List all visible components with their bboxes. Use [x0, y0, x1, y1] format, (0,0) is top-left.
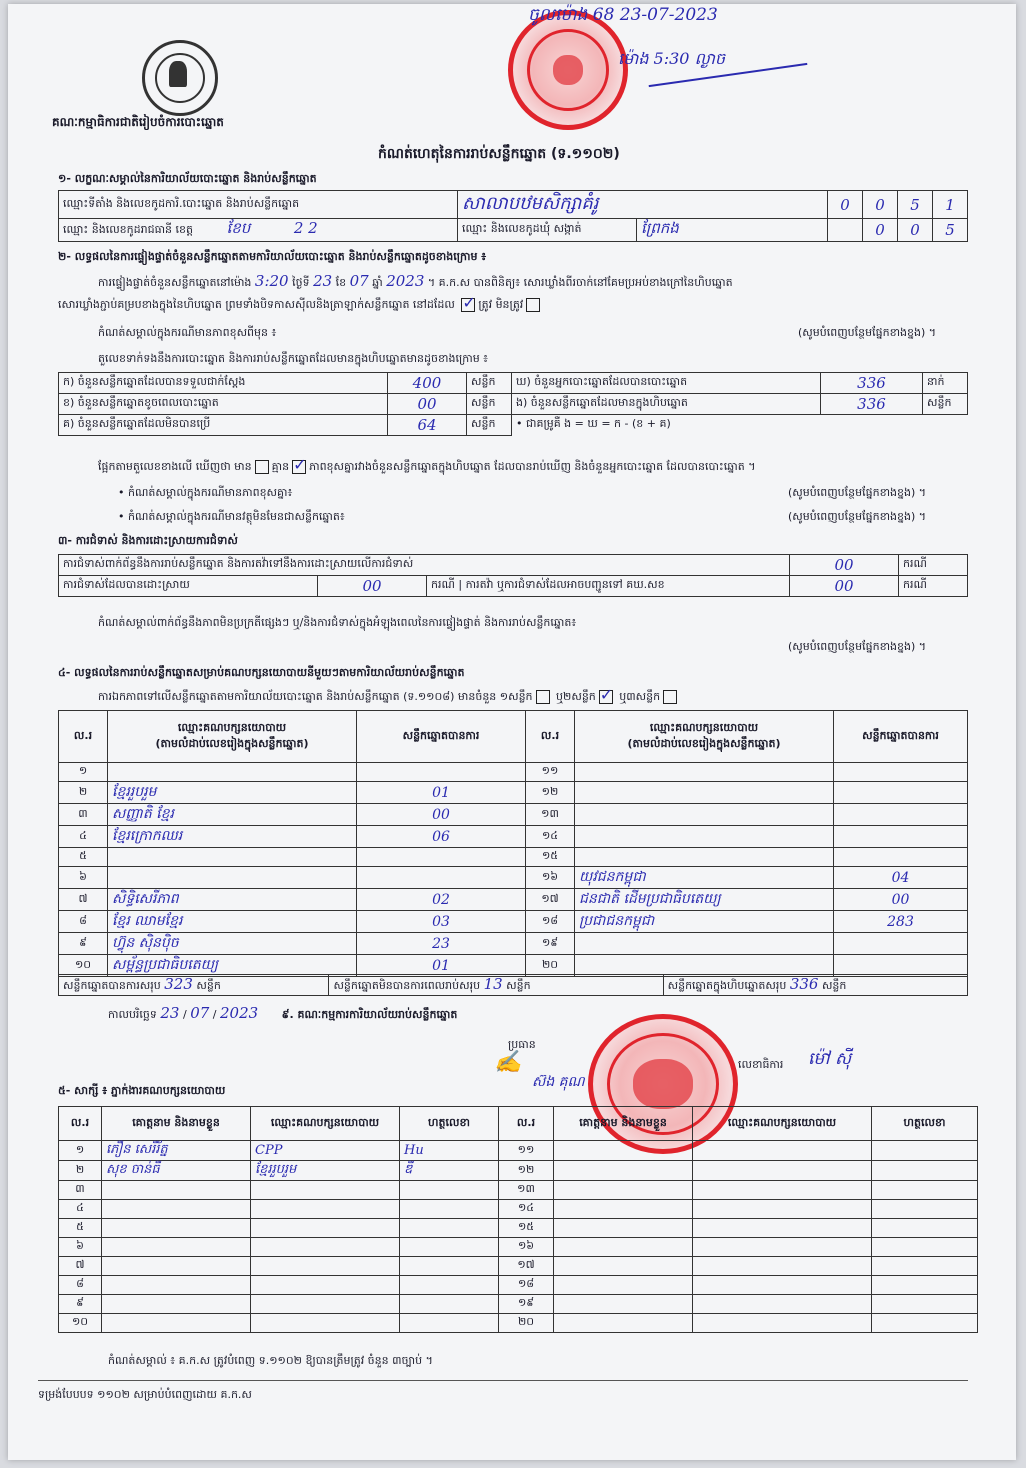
witness-signature [400, 1276, 499, 1295]
witness-party [693, 1238, 872, 1257]
table-row [59, 1238, 978, 1257]
witness-signature [872, 1314, 978, 1333]
row-number: ១១ [499, 1141, 554, 1161]
party-name: ខ្មែរ ឈាមខ្មែរ [108, 911, 357, 933]
section-1-table [58, 190, 968, 242]
table-row [59, 848, 968, 867]
witness-party [693, 1295, 872, 1314]
witness-signature [400, 1295, 499, 1314]
section-2-title: ២- លទ្ធផលនៃការផ្ទៀងផ្ទាត់ចំនួនសន្លឹកឆ្នោតតាមការិយាល័យបោះឆ្នោត និងរាប់សន្លឹកឆ្នោតដូចខាងក្រោម ៖ [58, 250, 487, 263]
witness-signature [400, 1314, 499, 1333]
party-name [575, 804, 834, 826]
party-name [575, 782, 834, 804]
witness-name: សុខ ចាន់ធី [102, 1161, 251, 1181]
witness-party: ខ្មែររួបរួម [251, 1161, 400, 1181]
section-5-note: កំណត់សម្គាល់ ៖ គ.ក.ស ត្រូវបំពេញ ទ.១១០២ ឱ្យបានត្រឹមត្រូវ ចំនួន ៣ច្បាប់ ។ [108, 1354, 433, 1367]
witness-party [693, 1219, 872, 1238]
witness-signature [872, 1181, 978, 1200]
witness-name [554, 1257, 693, 1276]
party-name: សញ្ញាតិ ខ្មែរ [108, 804, 357, 826]
row-number: ១៥ [499, 1219, 554, 1238]
verification-line: ការផ្ទៀងផ្ទាត់ចំនួនសន្លឹកឆ្នោតនៅម៉ោង 3:20 ថ្ងៃទី 23 ខែ 07 ឆ្នាំ 2023 ។ គ.ក.ស បានពិនិត្យ៖ សោរឃ្លាំងពីរចាក់នៅគែមប្រអប់ខាងក្រៅនៃហិបឆ្នោត [98, 272, 733, 290]
witness-signature [872, 1219, 978, 1238]
row-number: ២ [59, 782, 108, 804]
row-number: ១០ [59, 1314, 102, 1333]
chair-label: ប្រធាន [508, 1038, 536, 1051]
party-votes: 00 [834, 889, 968, 911]
date-year: 2023 [219, 1004, 259, 1022]
witness-signature [872, 1238, 978, 1257]
unused-ballots: 64 [388, 415, 467, 436]
witness-signature [400, 1181, 499, 1200]
table-row [59, 1161, 978, 1181]
party-name: ខ្មែរក្រោកឈរ [108, 826, 357, 848]
party-name [575, 826, 834, 848]
province-code: 2 2 [293, 219, 318, 237]
party-votes: 04 [834, 867, 968, 889]
witness-party [251, 1219, 400, 1238]
row-number: ៩ [59, 1295, 102, 1314]
province-label: ឈ្មោះ និងលេខកូដរាជធានី ខេត្ត [63, 223, 193, 236]
witness-name [102, 1276, 251, 1295]
row-number: ១៩ [526, 933, 575, 955]
resolved-count: 00 [318, 576, 427, 597]
party-votes [357, 867, 526, 889]
party-votes: 02 [357, 889, 526, 911]
party-votes: 01 [357, 955, 526, 977]
row-number: ១០ [59, 955, 108, 977]
bullet-note-1: • កំណត់សម្គាល់ក្នុងករណីមានភាពខុសគ្នា៖ [118, 486, 293, 499]
verify-time: 3:20 [254, 272, 289, 290]
witness-party [693, 1276, 872, 1295]
total-valid: 323 [164, 975, 193, 993]
commune-code-3: 5 [933, 219, 968, 242]
witness-name [554, 1314, 693, 1333]
party-name: ខ្មែររួបរួម [108, 782, 357, 804]
row-number: ៧ [59, 1257, 102, 1276]
row-number: ៥ [59, 1219, 102, 1238]
witness-signature [872, 1295, 978, 1314]
party-name [575, 933, 834, 955]
commune-value: ព្រែកង [637, 219, 828, 242]
row-number: ១៤ [499, 1200, 554, 1219]
totals-table: សន្លឹកឆ្នោតបានការសរុប 323 សន្លឹក សន្លឹកឆ្នោតមិនបានការពេលរាប់សរុប 13 សន្លឹក សន្លឹកឆ្នោតក្នុងហិបឆ្នោតសរុប 336 សន្លឹក [58, 974, 968, 996]
fill-hint-1: (សូមបំពេញបន្ថែមផ្នែកខាងខ្នង) ។ [798, 326, 937, 339]
commune-label: ឈ្មោះ និងលេខកូដឃុំ សង្កាត់ [458, 219, 637, 242]
table-row [59, 911, 968, 933]
row-number: ១៨ [499, 1276, 554, 1295]
row-number: ១៤ [526, 826, 575, 848]
party-votes [834, 782, 968, 804]
party-votes: 00 [357, 804, 526, 826]
party-votes [834, 848, 968, 867]
table-row [59, 889, 968, 911]
total-in-box: 336 [789, 975, 819, 993]
discrepancy-line: ផ្អែកតាមតួលេខខាងលើ ឃើញថា មាន គ្មាន✓ ភាពខុសគ្នារវាងចំនួនសន្លឹកឆ្នោតក្នុងហិបឆ្នោត ដែលបានរាប់ឃើញ និងចំនួនអ្នកបោះឆ្នោត ដែលបានបោះឆ្នោត ។ [98, 460, 755, 476]
witness-party [251, 1295, 400, 1314]
secretary-label: លេខាធិការ [738, 1058, 784, 1071]
row-number: ៣ [59, 1181, 102, 1200]
complaints-count: 00 [790, 555, 899, 576]
date-day: 23 [160, 1004, 180, 1022]
row-number: ១៣ [526, 804, 575, 826]
witness-party [693, 1181, 872, 1200]
row-number: ៤ [59, 826, 108, 848]
table-row [59, 1141, 978, 1161]
national-emblem-icon [142, 40, 218, 116]
station-code-4: 1 [933, 191, 968, 219]
witness-party [251, 1200, 400, 1219]
witness-party: CPP [251, 1141, 400, 1161]
seal-line: សោរឃ្លាំងភ្ជាប់គម្របខាងក្នុងនៃហិបឆ្នោត ព្រមទាំងបិទកាសស៊ីលនិងត្រាឡាក់សន្លឹកឆ្នោត នៅដដែល ✓ ត្រូវ មិនត្រូវ [58, 298, 543, 314]
party-name: យុវជនកម្ពុជា [575, 867, 834, 889]
witness-party [693, 1200, 872, 1219]
witness-signature [872, 1276, 978, 1295]
row-number: ១២ [499, 1161, 554, 1181]
station-code-3: 5 [898, 191, 933, 219]
witness-name [554, 1276, 693, 1295]
table-row [59, 804, 968, 826]
spoiled-ballots: 00 [388, 394, 467, 415]
row-number: ១៦ [526, 867, 575, 889]
row-number: ១៥ [526, 848, 575, 867]
witness-party [251, 1238, 400, 1257]
received-handwriting: ចូលម៉ោង 68 23-07-2023 [528, 5, 718, 25]
table-row [59, 1257, 978, 1276]
witness-signature: Hu [400, 1141, 499, 1161]
witness-signature [872, 1257, 978, 1276]
party-votes: 03 [357, 911, 526, 933]
one-sheet-checkbox[interactable] [536, 690, 550, 704]
chair-signature: ✍ [494, 1050, 522, 1075]
table-row [59, 933, 968, 955]
province-value: ខែប [226, 219, 251, 237]
witness-signature [872, 1141, 978, 1161]
row-number: ៩ [59, 933, 108, 955]
section-3-title: ៣- ការជំទាស់ និងការដោះស្រាយការជំទាស់ [58, 534, 238, 547]
witness-name [102, 1219, 251, 1238]
table-row [59, 826, 968, 848]
row-number: ១៩ [499, 1295, 554, 1314]
party-votes [834, 804, 968, 826]
verify-month: 07 [349, 272, 369, 290]
witness-party [693, 1257, 872, 1276]
secretary-name: ម៉ៅ ស៊ី [808, 1049, 852, 1069]
witness-party [251, 1181, 400, 1200]
witness-name [102, 1257, 251, 1276]
ballots-in-box: 336 [821, 394, 923, 415]
date-month: 07 [190, 1004, 210, 1022]
has-difference-checkbox[interactable] [255, 460, 269, 474]
witness-name [102, 1238, 251, 1257]
party-results-table: ល.រ ឈ្មោះគណបក្សនយោបាយ (តាមលំដាប់លេខរៀងក្នុងសន្លឹកឆ្នោត) សន្លឹកឆ្នោតបានការ ល.រ ឈ្មោះគណបក្សនយោបាយ (តាមលំដាប់លេខរៀងក្នុងសន្លឹកឆ្នោត) សន្លឹកឆ្នោតបានការ ១ ១១ ២ ខ្មែររួបរួម 01 ១២ ៣ សញ្ញាតិ ខ្មែរ 00 ១៣ ៤ ខ្មែរក្រោកឈរ 06 ១៤ ៥ ១៥ ៦ ១៦ យុវជនកម្ពុជា 04 ៧ សិទ្ធិសេរីភាព 02 ១៧ ជនជាតិ ដើមប្រជាធិបតេយ្យ 00 ៨ ខ្មែរ ឈាមខ្មែរ 03 ១៨ ប្រជាជនកម្ពុជា 283 ៩ ហ៊្វុន ស៊ិនប៉ិច 23 ១៩ ១០ សម្ព័ន្ធប្រជាធិបតេយ្យ 01 ២០ [58, 710, 968, 977]
bullet-note-2: • កំណត់សម្គាល់ក្នុងករណីមានវត្ថុមិនមែនជាសន្លឹកឆ្នោត៖ [118, 510, 345, 523]
irregularity-note: កំណត់សម្គាល់ពាក់ព័ន្ធនឹងភាពមិនប្រក្រតីផ្សេងៗ ឬ/និងការជំទាស់ក្នុងអំឡុងពេលនៃការផ្ទៀងផ្ទាត់ និងការរាប់សន្លឹកឆ្នោត៖ [98, 616, 577, 629]
station-name-label: ឈ្មោះទីតាំង និងលេខកូដការិ.បោះឆ្នោត និងរាប់សន្លឹកឆ្នោត [59, 191, 458, 219]
row-number: ៨ [59, 1276, 102, 1295]
footer-text: ទម្រង់បែបបទ ១១០២ សម្រាប់បំពេញដោយ គ.ក.ស [38, 1388, 252, 1401]
party-votes: 23 [357, 933, 526, 955]
party-votes [834, 933, 968, 955]
received-time-handwriting: ម៉ោង 5:30 ល្ងាច [618, 49, 726, 68]
section-4-title: ៤- លទ្ធផលនៃការរាប់សន្លឹកឆ្នោតសម្រាប់គណបក្សនយោបាយនីមួយៗតាមការិយាល័យរាប់សន្លឹកឆ្នោត [58, 666, 465, 679]
party-votes [834, 826, 968, 848]
witness-signature: ឌី [400, 1161, 499, 1181]
fill-hint-3: (សូមបំពេញបន្ថែមផ្នែកខាងខ្នង) ។ [788, 510, 927, 523]
witness-party [693, 1141, 872, 1161]
footer-divider [38, 1380, 968, 1381]
party-name: ហ៊្វុន ស៊ិនប៉ិច [108, 933, 357, 955]
row-number: ១៦ [499, 1238, 554, 1257]
witness-name: ភឿន សេរីរ័ត្ន [102, 1141, 251, 1161]
party-votes [834, 763, 968, 782]
party-votes [357, 848, 526, 867]
row-number: ២ [59, 1161, 102, 1181]
formula: • ជាគម្រូគឺ ង = ឃ = ក - (ខ + គ) [516, 417, 671, 431]
table-row [59, 763, 968, 782]
station-name-value: សាលាបឋមសិក្សាគំរូ [458, 191, 828, 219]
result-sheets-line: ការឯកភាពទៅលើសន្លឹកឆ្នោតតាមការិយាល័យបោះឆ្នោត និងរាប់សន្លឹកឆ្នោត (ទ.១១០៨) មានចំនួន ១សន្លឹក ឬ២សន្លឹក✓ ឬ៣សន្លឹក [98, 690, 680, 706]
witness-name [554, 1295, 693, 1314]
commune-code-1: 0 [863, 219, 898, 242]
figures-intro: តួលេខទាក់ទងនឹងការបោះឆ្នោត និងការរាប់សន្លឹកឆ្នោតដែលមានក្នុងហិបឆ្នោតមានដូចខាងក្រោម ៖ [98, 352, 489, 365]
verify-year: 2023 [386, 272, 425, 290]
witness-name [102, 1181, 251, 1200]
row-number: ៨ [59, 911, 108, 933]
witness-signature [872, 1200, 978, 1219]
witness-signature [400, 1257, 499, 1276]
row-number: ៧ [59, 889, 108, 911]
row-number: ១៨ [526, 911, 575, 933]
row-number: ១ [59, 763, 108, 782]
complaints-table: ការជំទាស់ពាក់ព័ន្ធនឹងការរាប់សន្លឹកឆ្នោត និងការតវ៉ាទៅនឹងការដោះស្រាយលើការជំទាស់ 00 ករណី ការជំទាស់ដែលបានដោះស្រាយ 00 ករណី | ការតវ៉ា ឬការជំទាស់ដែលអាចបញ្ជូនទៅ គឃ.សខ 00 ករណី [58, 554, 968, 597]
witness-name [554, 1141, 693, 1161]
row-number: ១៣ [499, 1181, 554, 1200]
row-number: ១៧ [499, 1257, 554, 1276]
chair-name: ស៊ង គុណ [532, 1074, 585, 1090]
witness-name [554, 1200, 693, 1219]
party-name [108, 867, 357, 889]
commune-code-2: 0 [898, 219, 933, 242]
party-name [108, 763, 357, 782]
row-number: ១១ [526, 763, 575, 782]
witness-name [102, 1295, 251, 1314]
forwarded-count: 00 [790, 576, 899, 597]
voters-voted: 336 [821, 373, 923, 394]
row-number: ៦ [59, 1238, 102, 1257]
org-name: គណៈកម្មាធិការជាតិរៀបចំការបោះឆ្នោត [52, 115, 224, 129]
row-number: ៣ [59, 804, 108, 826]
witness-name [554, 1181, 693, 1200]
table-row [59, 1276, 978, 1295]
verify-day: 23 [313, 272, 333, 290]
witness-name [102, 1200, 251, 1219]
table-row [59, 1295, 978, 1314]
party-votes: 01 [357, 782, 526, 804]
station-code-1: 0 [828, 191, 863, 219]
seal-not-ok-checkbox[interactable] [526, 298, 540, 312]
witness-party [693, 1161, 872, 1181]
table-row [59, 782, 968, 804]
witness-signature [872, 1161, 978, 1181]
table-row [59, 1181, 978, 1200]
row-number: ១ [59, 1141, 102, 1161]
row-number: ៥ [59, 848, 108, 867]
row-number: ១៧ [526, 889, 575, 911]
row-number: ៦ [59, 867, 108, 889]
witness-party [693, 1314, 872, 1333]
table-row [59, 1219, 978, 1238]
witness-name [102, 1314, 251, 1333]
seal-ok-checkbox[interactable] [461, 298, 475, 312]
witness-table: ល.រ គោត្តនាម និងនាមខ្លួន ឈ្មោះគណបក្សនយោបាយ ហត្ថលេខា ល.រ គោត្តនាម និងនាមខ្លួន ឈ្មោះគណបក្សនយោបាយ ហត្ថលេខា ១ ភឿន សេរីរ័ត្ន CPP Hu ១១ ២ សុខ ចាន់ធី ខ្មែររួបរួម ឌី ១២ ៣ ១៣ ៤ ១៤ ៥ ១៥ ៦ ១៦ ៧ ១៧ ៨ ១៨ ៩ ១៩ ១០ ២០ [58, 1106, 978, 1333]
two-sheets-checkbox[interactable] [599, 690, 613, 704]
witness-party [251, 1257, 400, 1276]
witness-signature [400, 1219, 499, 1238]
party-name: ប្រជាជនកម្ពុជា [575, 911, 834, 933]
row-number: ៤ [59, 1200, 102, 1219]
witness-name [554, 1238, 693, 1257]
total-invalid: 13 [483, 975, 503, 993]
received-ballots: 400 [388, 373, 467, 394]
ballot-count-report-sheet [8, 4, 1016, 1460]
witness-party [251, 1314, 400, 1333]
party-name [108, 848, 357, 867]
station-code-2: 0 [863, 191, 898, 219]
witness-signature [400, 1200, 499, 1219]
party-votes: 283 [834, 911, 968, 933]
party-votes: 06 [357, 826, 526, 848]
ballot-figures-table: ក) ចំនួនសន្លឹកឆ្នោតដែលបានទទួលជាក់ស្តែង 400 សន្លឹក ឃ) ចំនួនអ្នកបោះឆ្នោតដែលបានបោះឆ្នោត 336 នាក់ ខ) ចំនួនសន្លឹកឆ្នោតខូចពេលបោះឆ្នោត 00 សន្លឹក ង) ចំនួនសន្លឹកឆ្នោតដែលមានក្នុងហិបឆ្នោត 336 សន្លឹក គ) ចំនួនសន្លឹកឆ្នោតដែលមិនបានប្រើ 64 សន្លឹក • ជាគម្រូគឺ ង = ឃ = ក - (ខ + គ) [58, 372, 968, 436]
row-number: ២០ [526, 955, 575, 977]
witness-signature [400, 1238, 499, 1257]
fill-hint-4: (សូមបំពេញបន្ថែមផ្នែកខាងខ្នង) ។ [788, 640, 927, 653]
section-5-title: ៥- សាក្សី ៖ ភ្នាក់ងារគណបក្សនយោបាយ [58, 1084, 226, 1097]
party-name: សម្ព័ន្ធប្រជាធិបតេយ្យ [108, 955, 357, 977]
table-row [59, 867, 968, 889]
party-name: សិទ្ធិសេរីភាព [108, 889, 357, 911]
difference-note: កំណត់សម្គាល់ក្នុងករណីមានភាពខុសពីមុន ៖ [98, 326, 277, 339]
page-title: កំណត់ហេតុនៃការរាប់សន្លឹកឆ្នោត (ទ.១១០២) [378, 146, 620, 162]
row-number: ២០ [499, 1314, 554, 1333]
party-votes [357, 763, 526, 782]
fill-hint-2: (សូមបំពេញបន្ថែមផ្នែកខាងខ្នង) ។ [788, 486, 927, 499]
witness-name [554, 1161, 693, 1181]
party-name [575, 763, 834, 782]
date-line: កាលបរិច្ឆេទ 23 / 07 / 2023 ៩. គណៈកម្មការការិយាល័យរាប់សន្លឹកឆ្នោត [108, 1004, 458, 1022]
party-name [575, 848, 834, 867]
section-1-title: ១- លក្ខណៈសម្គាល់នៃការិយាល័យបោះឆ្នោត និងរាប់សន្លឹកឆ្នោត [58, 172, 317, 185]
table-row [59, 1314, 978, 1333]
witness-party [251, 1276, 400, 1295]
no-difference-checkbox[interactable] [292, 460, 306, 474]
party-name: ជនជាតិ ដើមប្រជាធិបតេយ្យ [575, 889, 834, 911]
witness-name [554, 1219, 693, 1238]
row-number: ១២ [526, 782, 575, 804]
three-sheets-checkbox[interactable] [663, 690, 677, 704]
table-row [59, 1200, 978, 1219]
